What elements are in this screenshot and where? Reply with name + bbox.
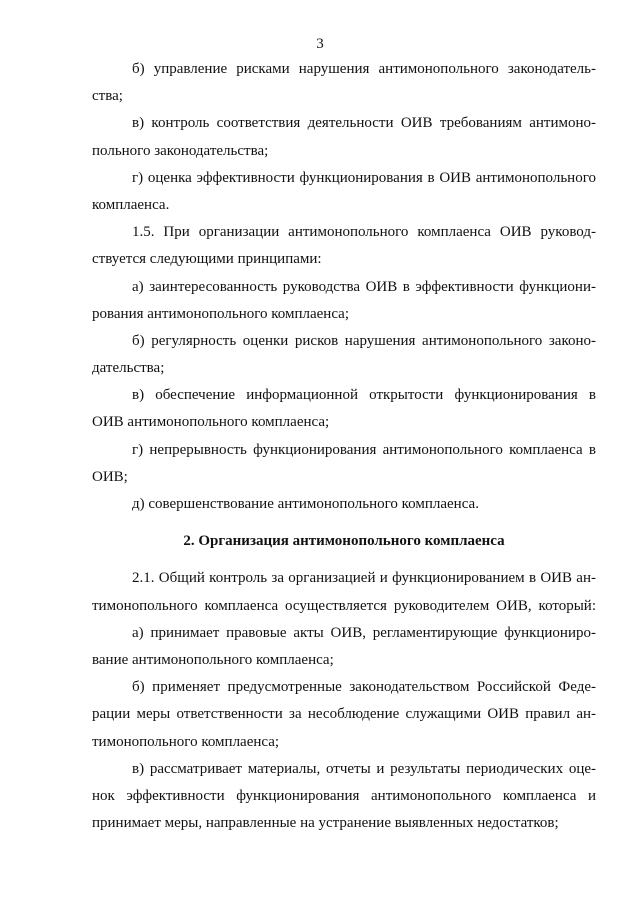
text-line: ствуется следующими принципами: [92,251,322,268]
text-line: а) принимает правовые акты ОИВ, регламентирующие функциониро- [132,624,596,641]
text-line: польного законодательства; [92,142,269,159]
text-line: г) оценка эффективности функционирования в ОИВ антимонопольного [132,169,596,186]
text-line: 1.5. При организации антимонопольного комплаенса ОИВ руковод- [132,224,596,241]
section-heading: 2. Организация антимонопольного комплаенса [183,533,505,550]
text-line: б) применяет предусмотренные законодательством Российской Феде- [132,679,596,696]
text-line: тимонопольного комплаенса осуществляется руководителем ОИВ, который: [92,597,596,614]
text-line: рования антимонопольного комплаенса; [92,305,349,322]
text-line: ОИВ; [92,468,128,485]
text-line: а) заинтересованность руководства ОИВ в эффективности функциони- [132,278,596,295]
text-line: вание антимонопольного комплаенса; [92,651,334,668]
text-line: ства; [92,88,123,105]
text-line: ОИВ антимонопольного комплаенса; [92,414,330,431]
text-line: рации меры ответственности за несоблюдение служащими ОИВ правил ан- [92,706,596,723]
text-line: в) контроль соответствия деятельности ОИВ требованиям антимоно- [132,115,596,132]
text-line: в) обеспечение информационной открытости функционирования в [132,387,596,404]
document-body [92,56,596,837]
page-number: 3 [316,36,324,52]
text-line: б) регулярность оценки рисков нарушения антимонопольного законо- [132,332,596,349]
spacer [92,555,596,565]
text-line: б) управление рисками нарушения антимонопольного законодатель- [132,61,596,77]
text-line: г) непрерывность функционирования антимонопольного комплаенса в [132,441,596,458]
text-line: в) рассматривает материалы, отчеты и результаты периодических оце- [132,760,596,777]
text-line: комплаенса. [92,196,170,213]
text-line: д) совершенствование антимонопольного комплаенса. [132,496,479,512]
text-line: нок эффективности функционирования антимонопольного комплаенса и [92,787,596,804]
text-line: тимонопольного комплаенса; [92,733,280,750]
text-line: принимает меры, направленные на устранение выявленных недостатков; [92,815,559,832]
text-line: дательства; [92,360,165,377]
spacer [92,518,596,528]
text-line: 2.1. Общий контроль за организацией и функционированием в ОИВ ан- [132,570,596,587]
